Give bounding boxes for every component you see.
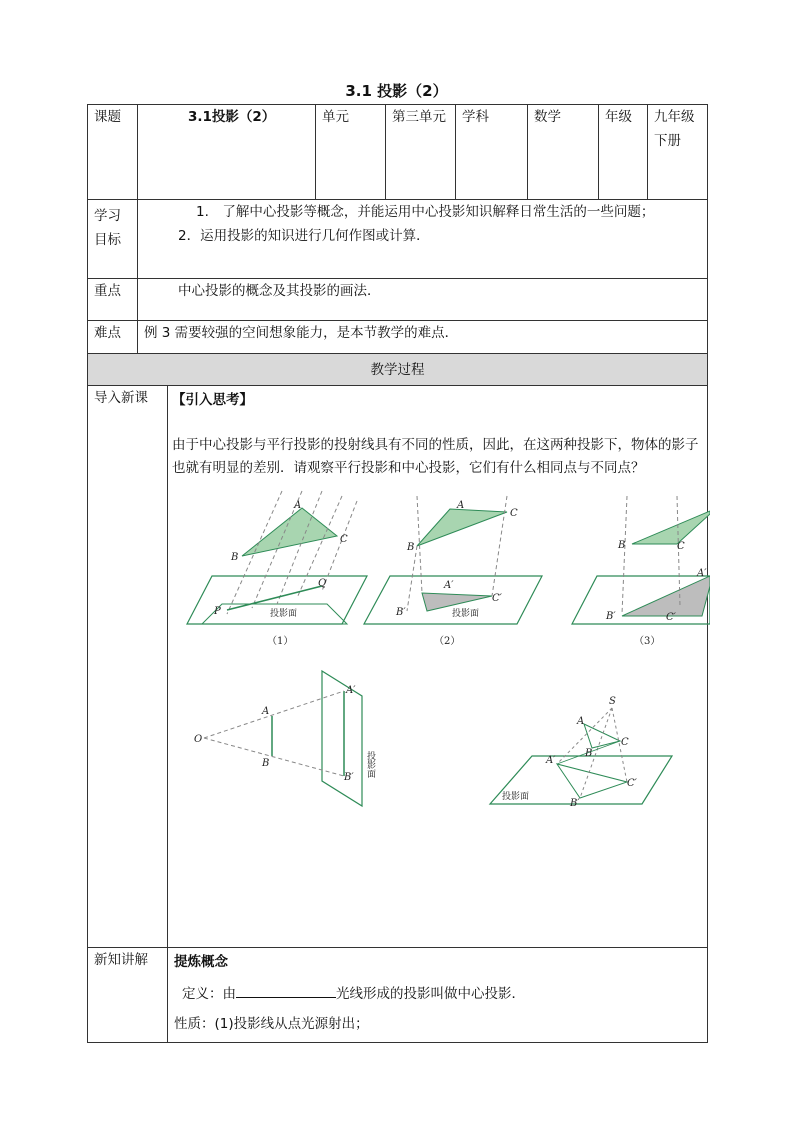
unit-label: 单元 bbox=[316, 105, 386, 200]
label-B1: B′ bbox=[396, 607, 406, 618]
property-line: 性质：(1)投影线从点光源射出； bbox=[174, 1016, 369, 1032]
label-O: O bbox=[194, 734, 203, 745]
label-C: C bbox=[621, 737, 629, 748]
label-B: B bbox=[618, 540, 626, 551]
label-B: B bbox=[262, 758, 270, 769]
figure-parallel-1 bbox=[187, 491, 367, 647]
label-A1: A′ bbox=[546, 755, 556, 766]
course-value: 3.1投影（2） bbox=[138, 105, 316, 200]
intro-content bbox=[168, 386, 708, 948]
figure-parallel-2 bbox=[364, 496, 542, 647]
label-B1: B′ bbox=[344, 772, 354, 783]
unit-value: 第三单元 bbox=[386, 105, 456, 200]
figure-central-1 bbox=[194, 671, 376, 806]
label-A: A bbox=[294, 500, 302, 511]
label-A: A bbox=[577, 716, 585, 727]
grade-value: 九年级下册 bbox=[648, 105, 708, 200]
plane-label: 投影面 bbox=[270, 609, 298, 619]
label-B: B bbox=[231, 552, 239, 563]
goals-label: 学习目标 bbox=[88, 200, 138, 279]
intro-label: 导入新课 bbox=[88, 386, 168, 948]
definition-line bbox=[174, 982, 707, 1006]
figure-central-2 bbox=[490, 696, 672, 809]
lesson-plan-table bbox=[87, 104, 708, 1043]
new-knowledge-content bbox=[168, 948, 708, 1043]
caption-3: （3） bbox=[634, 636, 661, 647]
page-title: 3.1 投影（2） bbox=[345, 82, 448, 100]
subject-value: 数学 bbox=[528, 105, 599, 200]
grade-label: 年级 bbox=[599, 105, 648, 200]
key-point-label: 重点 bbox=[88, 279, 138, 321]
concept-heading: 提炼概念 bbox=[174, 954, 228, 970]
label-B: B bbox=[407, 542, 415, 553]
subject-label: 学科 bbox=[456, 105, 528, 200]
intro-heading: 【引入思考】 bbox=[172, 392, 253, 408]
label-Q: Q bbox=[318, 578, 327, 589]
label-C: C bbox=[340, 534, 348, 545]
difficulty-text: 例 3 需要较强的空间想象能力，是本节教学的难点． bbox=[138, 321, 708, 354]
label-C: C bbox=[510, 508, 518, 519]
label-C1: C′ bbox=[627, 778, 637, 789]
intro-text: 由于中心投影与平行投影的投射线具有不同的性质，因此，在这两种投影下，物体的影子也就有明显的差别．请观察平行投影和中心投影，它们有什么相同点与不同点？ bbox=[172, 437, 699, 476]
label-C1: C′ bbox=[492, 593, 502, 604]
plane-label: 投影面 bbox=[502, 792, 530, 802]
label-A1: A′ bbox=[697, 568, 707, 579]
new-knowledge-label: 新知讲解 bbox=[88, 948, 168, 1043]
label-P: P bbox=[214, 606, 221, 617]
difficulty-label: 难点 bbox=[88, 321, 138, 354]
caption-1: （1） bbox=[267, 636, 294, 647]
goals-content bbox=[138, 200, 708, 279]
label-S: S bbox=[609, 696, 616, 707]
process-header: 教学过程 bbox=[88, 354, 708, 386]
label-A: A bbox=[262, 706, 270, 717]
label-B: B bbox=[585, 748, 593, 759]
projection-figures bbox=[172, 486, 710, 821]
plane-label-vertical: 投影面 bbox=[365, 751, 375, 778]
label-B1: B′ bbox=[606, 611, 616, 622]
caption-2: （2） bbox=[434, 636, 461, 647]
key-point-text: 中心投影的概念及其投影的画法． bbox=[138, 279, 708, 321]
definition-prefix: 定义：由 bbox=[182, 986, 236, 1002]
label-A1: A′ bbox=[444, 580, 454, 591]
label-B1: B′ bbox=[570, 798, 580, 809]
goal-item: 1. 了解中心投影等概念，并能运用中心投影知识解释日常生活的一些问题； bbox=[196, 204, 655, 220]
course-label: 课题 bbox=[88, 105, 138, 200]
figure-parallel-3 bbox=[572, 496, 710, 647]
label-C1: C′ bbox=[666, 612, 676, 623]
definition-blank bbox=[236, 983, 336, 998]
label-A: A bbox=[457, 500, 465, 511]
plane-label: 投影面 bbox=[452, 609, 480, 619]
label-A1: A′ bbox=[346, 685, 356, 696]
goal-item: 2．运用投影的知识进行几何作图或计算． bbox=[178, 228, 430, 244]
definition-suffix: 光线形成的投影叫做中心投影． bbox=[336, 986, 525, 1002]
label-C: C bbox=[677, 541, 685, 552]
